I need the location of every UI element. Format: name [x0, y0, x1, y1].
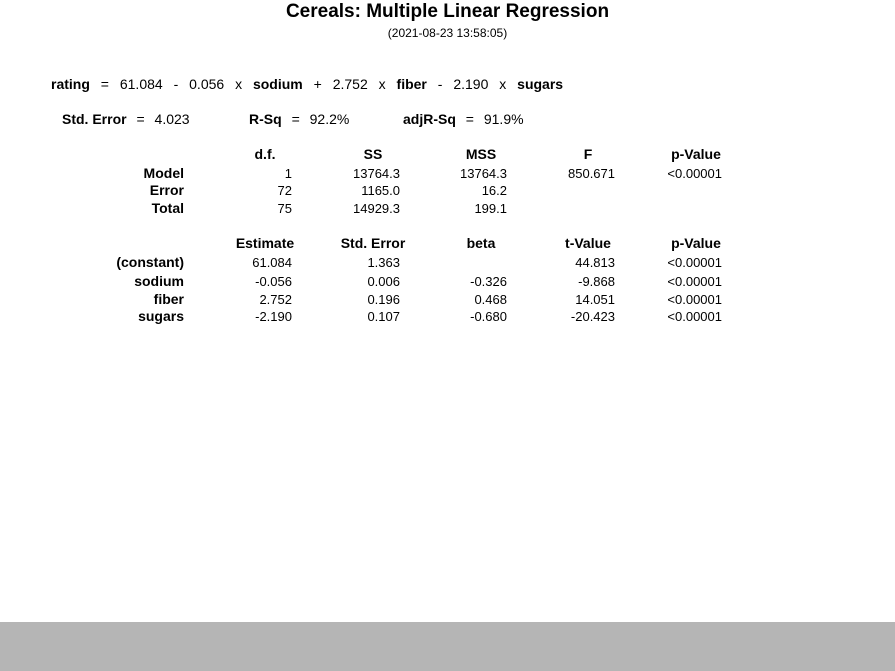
anova-cell-ss: 13764.3	[353, 166, 400, 181]
anova-cell-f: 850.671	[568, 166, 615, 181]
coef-cell-beta: 0.468	[474, 292, 507, 307]
coef-header-estimate: Estimate	[235, 235, 295, 251]
coef-header-p: p-Value	[671, 235, 721, 251]
operator-3: -	[437, 76, 443, 92]
anova-cell-df: 1	[284, 166, 292, 181]
coef-cell-beta: -0.326	[470, 274, 507, 289]
anova-header-f: F	[583, 146, 593, 162]
operator-2: +	[313, 76, 322, 92]
page-title: Cereals: Multiple Linear Regression	[285, 1, 610, 22]
anova-cell-df: 75	[277, 201, 292, 216]
std-error-stat	[62, 111, 190, 127]
anova-row-label: Error	[149, 182, 184, 198]
anova-cell-df: 72	[277, 183, 292, 198]
coef-cell-estimate: -2.190	[255, 309, 292, 324]
rsq-stat	[249, 111, 349, 127]
coef-cell-estimate: 2.752	[259, 292, 292, 307]
anova-cell-ss: 14929.3	[353, 201, 400, 216]
anova-header-df: d.f.	[254, 146, 276, 162]
adj-rsq-value: 91.9%	[483, 111, 524, 127]
timestamp: (2021-08-23 13:58:05)	[387, 26, 508, 40]
adj-rsq-equals: =	[465, 111, 474, 127]
anova-header-ss: SS	[363, 146, 383, 162]
coef-row-label: sugars	[138, 308, 184, 324]
rsq-equals: =	[291, 111, 300, 127]
anova-cell-ss: 1165.0	[361, 183, 400, 198]
adj-rsq-label: adjR-Sq	[403, 111, 456, 127]
intercept-value: 61.084	[119, 76, 163, 92]
coef-cell-t: -20.423	[570, 309, 615, 324]
coef-cell-t: -9.868	[578, 274, 615, 289]
coef-cell-se: 0.006	[367, 274, 400, 289]
std-error-equals: =	[136, 111, 145, 127]
coef-cell-p: <0.00001	[667, 292, 722, 307]
coef-cell-p: <0.00001	[667, 309, 722, 324]
coef-cell-estimate: -0.056	[255, 274, 292, 289]
operator-1: -	[173, 76, 179, 92]
coefficient-sugars: 2.190	[453, 76, 489, 92]
variable-sodium: sodium	[252, 76, 303, 92]
coef-cell-t: 44.813	[575, 255, 615, 270]
coef-cell-se: 1.363	[367, 255, 400, 270]
anova-row-label: Model	[143, 165, 184, 181]
coef-cell-p: <0.00001	[667, 255, 722, 270]
anova-header-mss: MSS	[465, 146, 497, 162]
coefficient-sodium: 0.056	[189, 76, 225, 92]
coefficient-fiber: 2.752	[332, 76, 368, 92]
coef-cell-estimate: 61.084	[252, 255, 292, 270]
response-variable: rating	[51, 76, 90, 92]
anova-header-p: p-Value	[671, 146, 721, 162]
anova-cell-p: <0.00001	[667, 166, 722, 181]
std-error-value: 4.023	[154, 111, 190, 127]
equals-sign: =	[100, 76, 109, 92]
coef-cell-beta: -0.680	[470, 309, 507, 324]
anova-cell-mss: 16.2	[481, 183, 507, 198]
bottom-bar	[0, 622, 895, 671]
regression-equation	[51, 76, 570, 92]
variable-sugars: sugars	[517, 76, 564, 92]
anova-cell-mss: 13764.3	[460, 166, 507, 181]
std-error-label: Std. Error	[62, 111, 127, 127]
variable-fiber: fiber	[396, 76, 427, 92]
times-1: x	[235, 76, 243, 92]
coef-header-se: Std. Error	[340, 235, 406, 251]
coef-row-label: sodium	[134, 273, 184, 289]
coef-header-t: t-Value	[565, 235, 611, 251]
coef-row-label: fiber	[153, 291, 184, 307]
anova-row-label: Total	[151, 200, 184, 216]
anova-cell-mss: 199.1	[474, 201, 507, 216]
coef-cell-t: 14.051	[575, 292, 615, 307]
adj-rsq-stat	[403, 111, 524, 127]
rsq-label: R-Sq	[249, 111, 282, 127]
coef-cell-se: 0.196	[367, 292, 400, 307]
times-3: x	[499, 76, 507, 92]
coef-cell-se: 0.107	[367, 309, 400, 324]
times-2: x	[378, 76, 386, 92]
coef-cell-p: <0.00001	[667, 274, 722, 289]
coef-header-beta: beta	[466, 235, 496, 251]
rsq-value: 92.2%	[309, 111, 350, 127]
coef-row-label: (constant)	[116, 254, 184, 270]
